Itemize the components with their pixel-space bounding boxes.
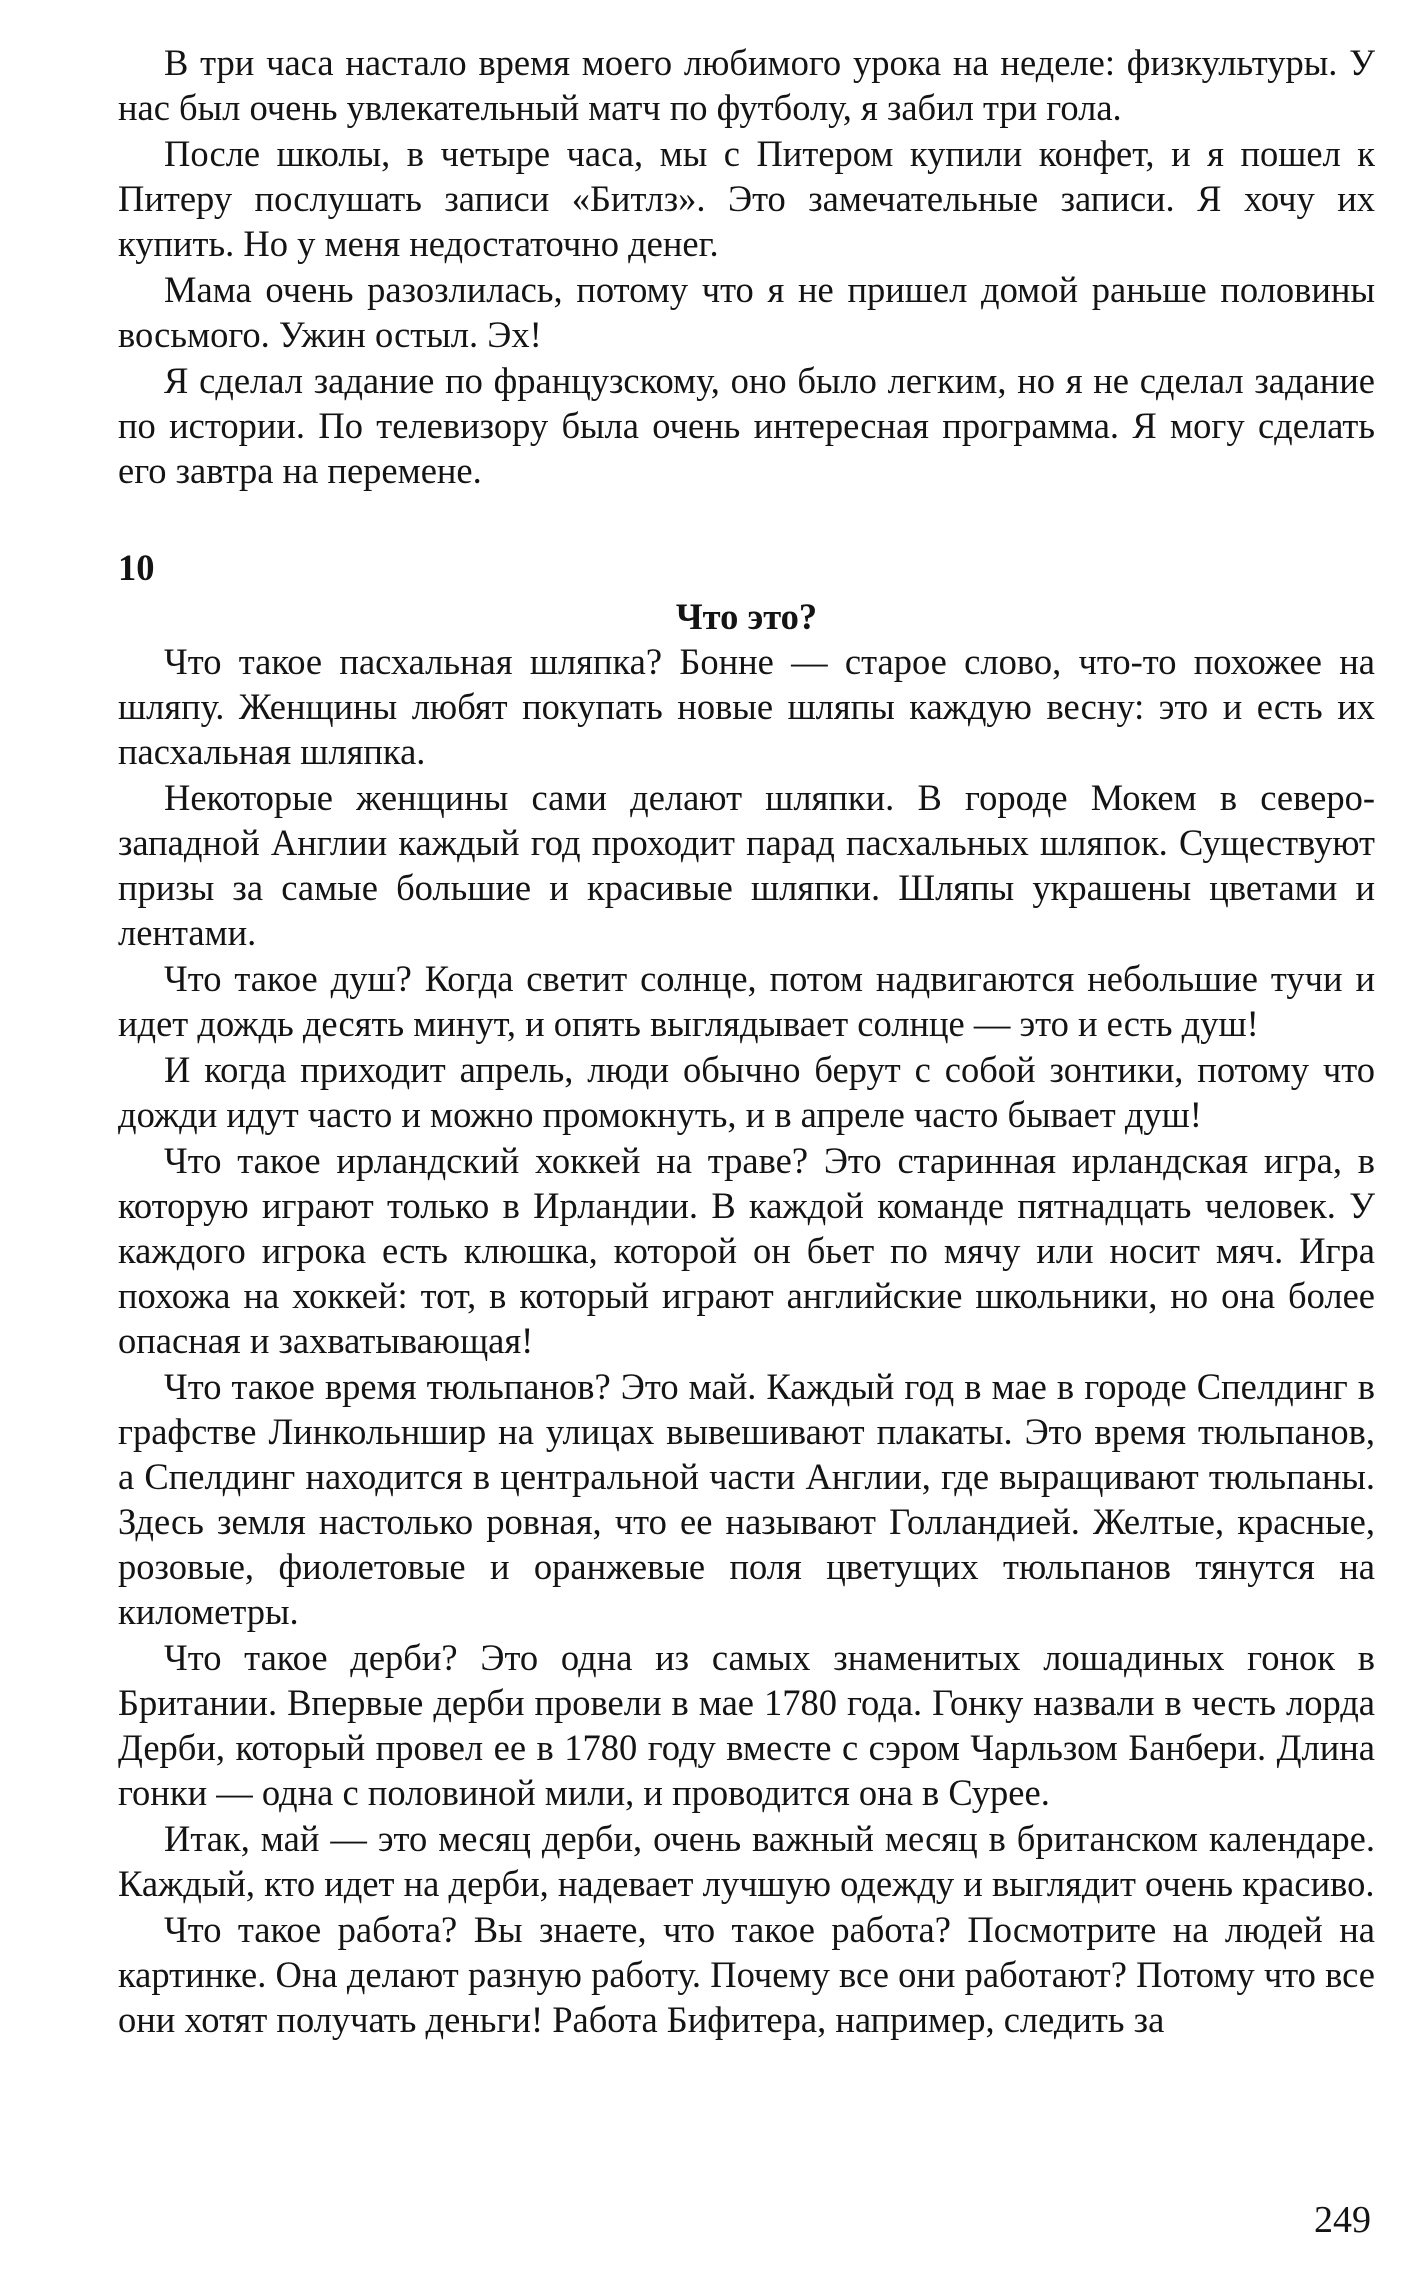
- page-number: 249: [1314, 2199, 1371, 2241]
- section-number: 10: [118, 547, 155, 588]
- paragraph: Итак, май — это месяц дерби, очень важный месяц в британском календаре. Каждый, кто идет на дерби, надевает лучшую одежду и выглядит очень красиво.: [118, 1818, 1375, 1904]
- paragraph: Что такое душ? Когда светит солнце, потом надвигаются небольшие тучи и идет дождь десять минут, и опять выглядывает солнце — это и есть душ!: [118, 958, 1375, 1044]
- book-page: [118, 40, 1375, 2270]
- paragraph: Что такое пасхальная шляпка? Бонне — старое слово, что-то похожее на шляпу. Женщины любят покупать новые шляпы каждую весну: это и есть их пасхальная шляпка.: [118, 641, 1375, 772]
- paragraph: Я сделал задание по французскому, оно было легким, но я не сделал задание по истории. По телевизору была очень интересная программа. Я могу сделать его завтра на перемене.: [118, 360, 1375, 491]
- paragraph: Некоторые женщины сами делают шляпки. В городе Мокем в северозападной Англии каждый год проходит парад пасхальных шляпок. Существуют призы за самые большие и красивые шляпки. Шляпы украшены цветами и лентами.: [118, 777, 1375, 953]
- paragraph: Что такое работа? Вы знаете, что такое работа? Посмотрите на людей на картинке. Она делают разную работу. Почему все они работают? Потому что все они хотят получать деньги! Работа Бифитера, например, следить за: [118, 1909, 1375, 2040]
- paragraph: Что такое время тюльпанов? Это май. Каждый год в мае в городе Спелдинг в графстве Линкольншир на улицах вывешивают плакаты. Это время тюльпанов, а Спелдинг находится в центральной части Англии, где выращивают тюльпаны. Здесь земля настолько ровная, что ее называют Голландией. Желтые, красные, розовые, фиолетовые и оранжевые поля цветущих тюльпанов тянутся на километры.: [118, 1366, 1375, 1632]
- paragraph: В три часа настало время моего любимого урока на неделе: физкультуры. У нас был очень увлекательный матч по футболу, я забил три гола.: [118, 42, 1375, 128]
- paragraph: Что такое ирландский хоккей на траве? Это старинная ирландская игра, в которую играют только в Ирландии. В каждой команде пятнадцать человек. У каждого игрока есть клюшка, которой он бьет по мячу или носит мяч. Игра похожа на хоккей: тот, в который играют английские школьники, но она более опасная и захватывающая!: [118, 1140, 1375, 1361]
- paragraph: Мама очень разозлилась, потому что я не пришел домой раньше половины восьмого. Ужин остыл. Эх!: [118, 269, 1375, 355]
- paragraph: Что такое дерби? Это одна из самых знаменитых лошадиных гонок в Британии. Впервые дерби провели в мае 1780 года. Гонку назвали в честь лорда Дерби, который провел ее в 1780 году вместе с сэром Чарльзом Банбери. Длина гонки — одна с половиной мили, и проводится она в Сурее.: [118, 1637, 1375, 1813]
- paragraph: И когда приходит апрель, люди обычно берут с собой зонтики, потому что дожди идут часто и можно промокнуть, и в апреле часто бывает душ!: [118, 1049, 1375, 1135]
- paragraph: После школы, в четыре часа, мы с Питером купили конфет, и я пошел к Питеру послушать записи «Битлз». Это замечательные записи. Я хочу их купить. Но у меня недостаточно денег.: [118, 133, 1375, 264]
- section-title: Что это?: [675, 596, 818, 637]
